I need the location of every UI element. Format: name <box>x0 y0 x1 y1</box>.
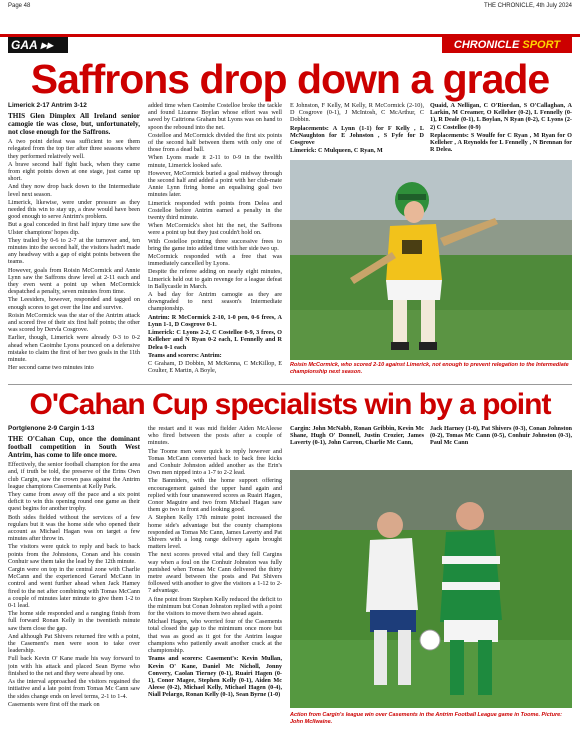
story1-lead: THIS Glen Dimplex All Ireland senior camogie tie was close, but, unfortunately, not close enough for the Saffrons. <box>8 112 140 137</box>
story2-photo-caption: Action from Cargin's league win over Casements in the Antrim Football League game in Toome. Picture: John McIlwaine. <box>290 712 562 725</box>
paragraph: The Banniders, with the home support offering encouragement gained the upper hand again and replied with four unanswered scores as Ruairi Hagen, Conor Maguire and two from Michael Hagan saw them go two in front and looking good. <box>148 477 282 514</box>
paragraph: Jack Harney (1-0), Pat Shivers (0-3), Conan Johnston (0-2), Tomas Mc Cann (0-5), Conhuir Johnston (0-3), Paul Mc Cann <box>430 425 572 447</box>
paragraph: Teams and scorers: Antrim: <box>148 351 222 359</box>
story2-column-4 <box>430 425 572 467</box>
paragraph: And they now drop back down to the Intermediate level next season. <box>8 183 140 198</box>
story-divider <box>8 384 572 385</box>
paragraph: Limerick: C Lyons 2-2, C Costelloe 0-9, 3 frees, O Kelleher and N Ryan 0-2 each, L Fennelly and R Delea 0-1 each <box>148 329 282 351</box>
paragraph: As the interval approached the visitors regained the initiative and a late point from Tomas Mc Cann saw the sides change ends on level terms, 2-1 to 1-4. <box>8 678 140 700</box>
story2-kicker: Portglenone 2-9 Cargin 1-13 <box>8 425 95 432</box>
paragraph: Limerick, likewise, were under pressure as they needed this win to stay up, a draw would have been good enough to serve Antrim's problem. <box>8 198 140 221</box>
paragraph: The Toome men were quick to reply however and Tomas McCann converted back to back free kicks and Conhuir Johnston added another as the Erin's Own men nipped into a 1-7 to 2-2 lead. <box>148 447 282 477</box>
paragraph: The visitors were quick to reply and back to back points from the Johnstons, Conan and his cousin Conhuir saw them take the lead by the 12th minute. <box>8 543 140 565</box>
paragraph: Replacements: A Lynn (1-1) for F Kelly , L McNaughton for E Johnston , S Fyfe for D Cosgrove <box>290 124 424 147</box>
story2-column-3 <box>290 425 424 467</box>
paragraph: When Lyons made it 2-11 to 0-9 in the twelfth minute, Limerick looked safe. <box>148 154 282 169</box>
paragraph: A bad day for Antrim camogie as they are downgraded to next season's Intermediate championship. <box>148 291 282 313</box>
story1-kicker: Limerick 2-17 Antrim 3-12 <box>8 102 87 109</box>
paragraph: Full back Kevin O' Kane made his way forward to join with his attack and placed Sean Byrne who finished to the net and they were ahead by one. <box>8 655 140 677</box>
story1-column-2 <box>148 102 282 380</box>
paragraph: And although Pat Shivers returned fire with a point, the Casement's men were soon to take over leadership. <box>8 632 140 655</box>
story2-column-1 <box>8 425 140 731</box>
paragraph: When McCormick's shot hit the net, the Saffrons were a point up but they just couldn't hold on. <box>148 222 282 237</box>
section-tag-gaa: GAA ▸▸ <box>8 37 68 53</box>
paragraph: However, McCormick buried a goal midway through the second half and added a point with her club-mate Annie Lynn firing home an equalising goal two minutes later. <box>148 169 282 199</box>
paragraph: However, goals from Roisin McCormick and Annie Lynn saw the Saffrons draw level at 2-11 each and they even went a point up when McCormick despatched a penalty, seven minutes from time. <box>8 266 140 296</box>
paragraph: Both sides fielded without the services of a few regulars but it was the home side who opened their account as Michael Hagan was on target a few minutes after throw in. <box>8 513 140 543</box>
paragraph: Roisin McCormick was the star of the Antrim attack and scored five of their six first half points; the other was scored by Dervla Cosgrove. <box>8 311 140 334</box>
paragraph: Her second came two minutes into <box>8 364 94 372</box>
story2-column-2 <box>148 425 282 731</box>
paragraph: added time when Caoimhe Costelloe broke the tackle and found Lizanne Boylan whose effort was well saved by Caitriona Graham but Lyons was on hand to spoon the rebound into the net. <box>148 102 282 131</box>
paragraph: Casements were first off the mark on <box>8 700 100 708</box>
story1-photo-caption: Roisin McCormick, who scored 2-10 against Limerick, not enough to prevent relegation to the Intermediate championship next season. <box>290 362 569 375</box>
paragraph: Effectively, the senior football champion for the area and, if truth be told, the preserve of the Erins Own club Cargin, saw the crown pass against the Antrim league champions Casements at Kelly Park. <box>8 461 140 490</box>
paragraph: Cargin: John McNabb, Ronan Gribbin, Kevin Mc Shane, Hugh O' Donnell, Justin Crozier, James Laverty (0-1), John Carron, Charlie Mc Cann, <box>290 425 424 447</box>
paragraph: Earlier, though, Limerick were already 0-3 to 0-2 ahead when Caoimhe Lyons pounced on a defensive mistake to claim the first of her two goals in the 11th minute. <box>8 334 140 364</box>
paragraph: A fine point from Stephen Kelly reduced the deficit to the minimum but Conan Johnston replied with a point for the visitors to move them two ahead again. <box>148 595 282 618</box>
paper-info: THE CHRONICLE, 4th July 2024 <box>483 3 572 9</box>
paragraph: C Graham, D Dobbin, M McKenna, C McKillop, E Coulter, E Martin, A Boyle, <box>148 359 282 375</box>
paragraph: Replacements: S Woulfe for C Ryan , M Ryan for O Kelleher , A Reynolds for L Fennelly , N Brennan for R Delea. <box>430 131 572 154</box>
football-action-photo <box>290 470 572 708</box>
story2-lead: THE O'Cahan Cup, once the dominant football competition in South West Antrim, has come to life once more. <box>8 435 140 460</box>
story2-headline: O'Cahan Cup specialists win by a point <box>29 388 551 421</box>
page-number: Page 48 <box>8 3 31 9</box>
story1-headline: Saffrons drop down a grade <box>30 56 550 102</box>
paragraph: The Leesiders, however, responded and tagged on enough scores to get over the line and survive. <box>8 296 140 311</box>
camogie-player-photo <box>290 160 572 360</box>
paragraph: With Costelloe pointing three successive frees to bring the game into added time with her side two up. <box>148 237 282 252</box>
paragraph: But a goal conceded in first half injury time saw the Ulster champions' hopes dip. <box>8 221 140 236</box>
story1-column-1 <box>8 102 140 380</box>
paragraph: E Johnston, F Kelly, M Kelly, R McCormick (2-10), D Cosgrove (0-1), J McIntosh, C McArthur, C Dobbin. <box>290 102 424 124</box>
paragraph: Michael Hagen, who worried four of the Casements total closed the gap to the minimum once more but that was as good as it got for the Antrim league champions who patiently await another crack at the championship. <box>148 618 282 655</box>
paragraph: Limerick responded with points from Delea and Costelloe before Antrim earned a penalty in the twenty third minute. <box>148 199 282 222</box>
paragraph: Cargin were on top in the central zone with Charlie McCann and the experienced Gerard McCann in control and went further ahead when Jack Hamey fired to the net after combining with Tomas McCann a couple of minutes later minute to give them 1-2 to 0-1 lead. <box>8 566 140 610</box>
story1-column-4 <box>430 102 572 158</box>
paragraph: the restart and it was mid fielder Aiden McAleese who fired between the posts after a couple of minutes. <box>148 425 282 447</box>
paragraph: Limerick: C Mulqueen, C Ryan, M <box>290 147 383 155</box>
paragraph: They trailed by 0-6 to 2-7 at the turnover and, ten minutes into the second half, the visitors hadn't made any headway with a gap of eight points between the teams. <box>8 236 140 266</box>
paragraph: The home side responded and a ranging finish from full forward Ronan Kelly in the twentieth minute saw them close the gap. <box>8 610 140 632</box>
paragraph: A Stephen Kelly 17th minute point increased the home side's advantage but the county champions responded as Tomas Mc Cann, James Laverty and Pat Shivers with a long range delivery again brought matters level. <box>148 514 282 551</box>
paragraph: Quaid, A Nelligan, C O'Riordan, S O'Callaghan, A Larkin, M Creamer, O Kelleher (0-2), L Fennelly (0-1), R Deale (0-1), L Boylan, N Ryan (0-2), C Lyons (2-2) C Costelloe (0-9) <box>430 102 572 131</box>
paragraph: Teams and scorers: Casement's: Kevin Mullan, Kevin O' Kane, Daniel Mc Nicholl, Jonny Convery, Caolan Tierney (0-1), Ruairi Hagen (0-1), Conor Magee, Stephen Kelly (0-1), Aiden Mc Aleese (0-2), Michael Kelly, Michael Hagen (0-4), Niall Pelargo, Ronan Kelly (0-1), Sean Byrne (1-0) <box>148 655 282 699</box>
paragraph: McCormick responded with a free that was immediately cancelled by Lyons. <box>148 253 282 268</box>
section-tag-chronicle-sport: CHRONICLE SPORT <box>442 37 572 53</box>
paragraph: The next scores proved vital and they fell Cargins way when a foul on the Conhuir Johnston was fully punished when Tomas Mc Cann delivered the thirty metre award between the posts and Pat Shivers followed with another to give the visitors a 1-12 to 2-7 advantage. <box>148 551 282 595</box>
paragraph: They came from away off the pace and a six point deficit to win this opening round one game as their quest begins for another trophy. <box>8 491 140 513</box>
paragraph: Costelloe and McCormick divided the first six points of the second half between them with only one of those from a dead ball. <box>148 131 282 154</box>
story1-column-3 <box>290 102 424 158</box>
paragraph: Despite the referee adding on nearly eight minutes, Limerick held out to gain revenge for a league defeat in Ballycastle in March. <box>148 268 282 290</box>
paragraph: A two point defeat was sufficient to see them relegated from the top tier after three seasons where they performed relatively well. <box>8 138 140 160</box>
paragraph: A brave second half fight back, when they came from eight points down at one stage, just came up short. <box>8 160 140 183</box>
paragraph: Antrim: R McCormick 2-10, 1-0 pen, 0-6 frees, A Lynn 1-1, D Cosgrove 0-1. <box>148 313 282 328</box>
page-header <box>8 3 572 13</box>
